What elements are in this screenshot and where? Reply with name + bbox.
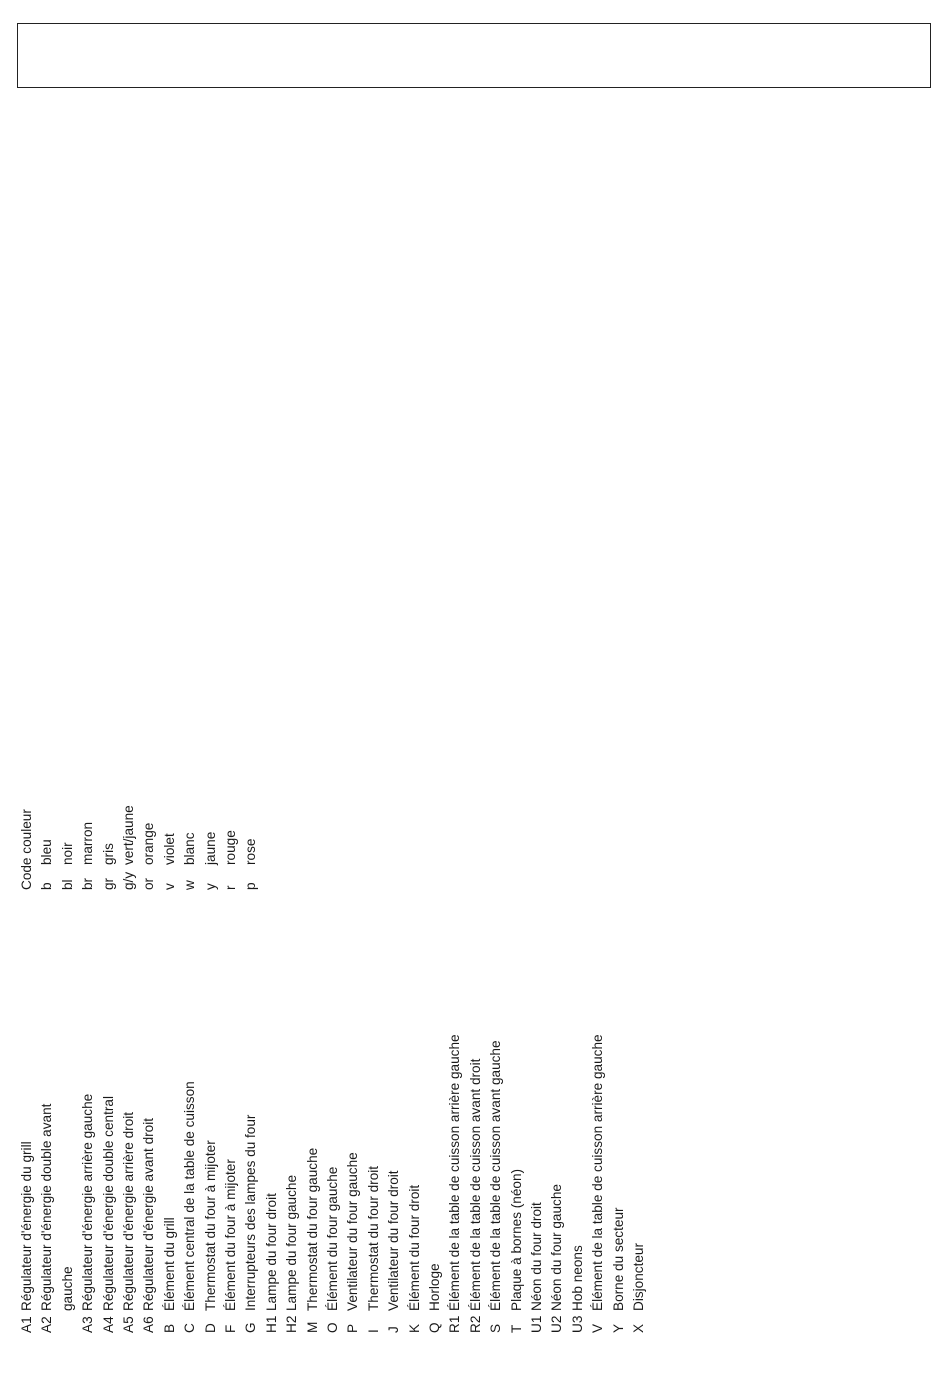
component-code: U1 xyxy=(529,1315,544,1333)
component-description: Élément de la table de cuisson arrière gauche xyxy=(447,1034,463,1311)
component-description: Élément de la table de cuisson arrière gauche xyxy=(590,1034,606,1311)
wire-color-name: marron xyxy=(80,821,96,865)
component-description: Élément central de la table de cuisson xyxy=(182,1081,198,1311)
component-description: gauche xyxy=(59,1266,75,1311)
component-code: T xyxy=(508,1324,524,1333)
wire-color-code: bl xyxy=(59,879,75,890)
wire-color-code: g/y xyxy=(121,871,136,890)
component-description: Régulateur d'énergie avant droit xyxy=(141,1117,157,1311)
wire-color-name: vert/jaune xyxy=(121,805,136,865)
component-code: U2 xyxy=(549,1315,565,1333)
component-description: Hob neons xyxy=(569,1245,585,1311)
component-description: Élément de la table de cuisson avant droit xyxy=(467,1058,483,1311)
component-code: A6 xyxy=(141,1316,157,1333)
component-code: R2 xyxy=(467,1315,483,1333)
component-code: A2 xyxy=(39,1316,55,1333)
component-description: Élément du four gauche xyxy=(325,1166,340,1311)
wire-color-code: or xyxy=(141,877,157,890)
component-description: Thermostat du four à mijoter xyxy=(202,1140,218,1311)
component-description: Ventilateur du four droit xyxy=(386,1170,402,1311)
wire-color-code: b xyxy=(39,882,55,890)
component-description: Régulateur d'énergie du grill xyxy=(19,1141,34,1311)
component-description: Lampe du four droit xyxy=(263,1193,279,1311)
wiring-legend xyxy=(17,773,677,1333)
wire-color-code: y xyxy=(202,883,218,890)
component-code: C xyxy=(182,1323,198,1333)
wire-color-name: bleu xyxy=(39,839,55,865)
component-code: H1 xyxy=(263,1315,279,1333)
wire-color-name: rouge xyxy=(223,830,238,865)
component-code: F xyxy=(223,1324,238,1333)
component-code: G xyxy=(243,1322,259,1333)
component-description: Néon du four droit xyxy=(529,1202,544,1311)
component-code: J xyxy=(386,1326,402,1333)
color-code-header: Code couleur xyxy=(19,809,34,890)
component-code: B xyxy=(161,1323,177,1333)
wire-color-name: blanc xyxy=(182,832,198,865)
component-code: P xyxy=(345,1323,361,1333)
wire-color-code: br xyxy=(80,877,96,890)
wire-color-name: orange xyxy=(141,822,157,865)
component-code: M xyxy=(304,1321,320,1333)
component-description: Ventilateur du four gauche xyxy=(345,1152,361,1311)
wire-color-name: violet xyxy=(161,833,177,865)
component-code: A3 xyxy=(80,1316,96,1333)
component-code: Q xyxy=(427,1322,442,1333)
wire-color-code: v xyxy=(161,883,177,890)
component-description: Thermostat du four gauche xyxy=(304,1147,320,1311)
component-description: Régulateur d'énergie arrière droit xyxy=(121,1111,136,1311)
component-code: A5 xyxy=(121,1316,136,1333)
component-description: Interrupteurs des lampes du four xyxy=(243,1114,259,1311)
component-description: Régulateur d'énergie double central xyxy=(100,1096,116,1311)
wire-color-code: p xyxy=(243,882,259,890)
component-description: Élément du grill xyxy=(161,1217,177,1311)
wire-color-code: gr xyxy=(100,877,116,890)
component-code: O xyxy=(325,1322,340,1333)
component-description: Plaque à bornes (néon) xyxy=(508,1168,524,1311)
component-code: S xyxy=(488,1323,504,1333)
component-code: X xyxy=(631,1323,646,1333)
wire-color-code: r xyxy=(223,885,238,890)
component-code: I xyxy=(365,1329,381,1333)
wire-color-name: noir xyxy=(59,842,75,865)
component-code: Y xyxy=(610,1323,626,1333)
component-code: A1 xyxy=(19,1316,34,1333)
component-description: Néon du four gauche xyxy=(549,1184,565,1311)
component-code: A4 xyxy=(100,1316,116,1333)
component-description: Élément du four à mijoter xyxy=(223,1159,238,1311)
component-description: Borne du secteur xyxy=(610,1207,626,1311)
wire-color-code: w xyxy=(182,880,198,890)
component-description: Disjoncteur xyxy=(631,1243,646,1311)
component-description: Lampe du four gauche xyxy=(284,1174,300,1311)
component-description: Régulateur d'énergie arrière gauche xyxy=(80,1093,96,1311)
component-description: Horloge xyxy=(427,1263,442,1311)
component-code: K xyxy=(406,1323,422,1333)
component-description: Régulateur d'énergie double avant xyxy=(39,1103,55,1311)
wire-color-name: jaune xyxy=(202,831,218,865)
component-description: Thermostat du four droit xyxy=(365,1165,381,1311)
wire-color-name: rose xyxy=(243,838,259,865)
component-description: Élément de la table de cuisson avant gauche xyxy=(488,1040,504,1311)
component-code: H2 xyxy=(284,1315,300,1333)
component-code: R1 xyxy=(447,1315,463,1333)
component-code: V xyxy=(590,1323,606,1333)
component-code: D xyxy=(202,1323,218,1333)
wire-color-name: gris xyxy=(100,843,116,865)
component-description: Élément du four droit xyxy=(406,1184,422,1311)
top-frame-box xyxy=(17,23,931,88)
component-code: U3 xyxy=(569,1315,585,1333)
